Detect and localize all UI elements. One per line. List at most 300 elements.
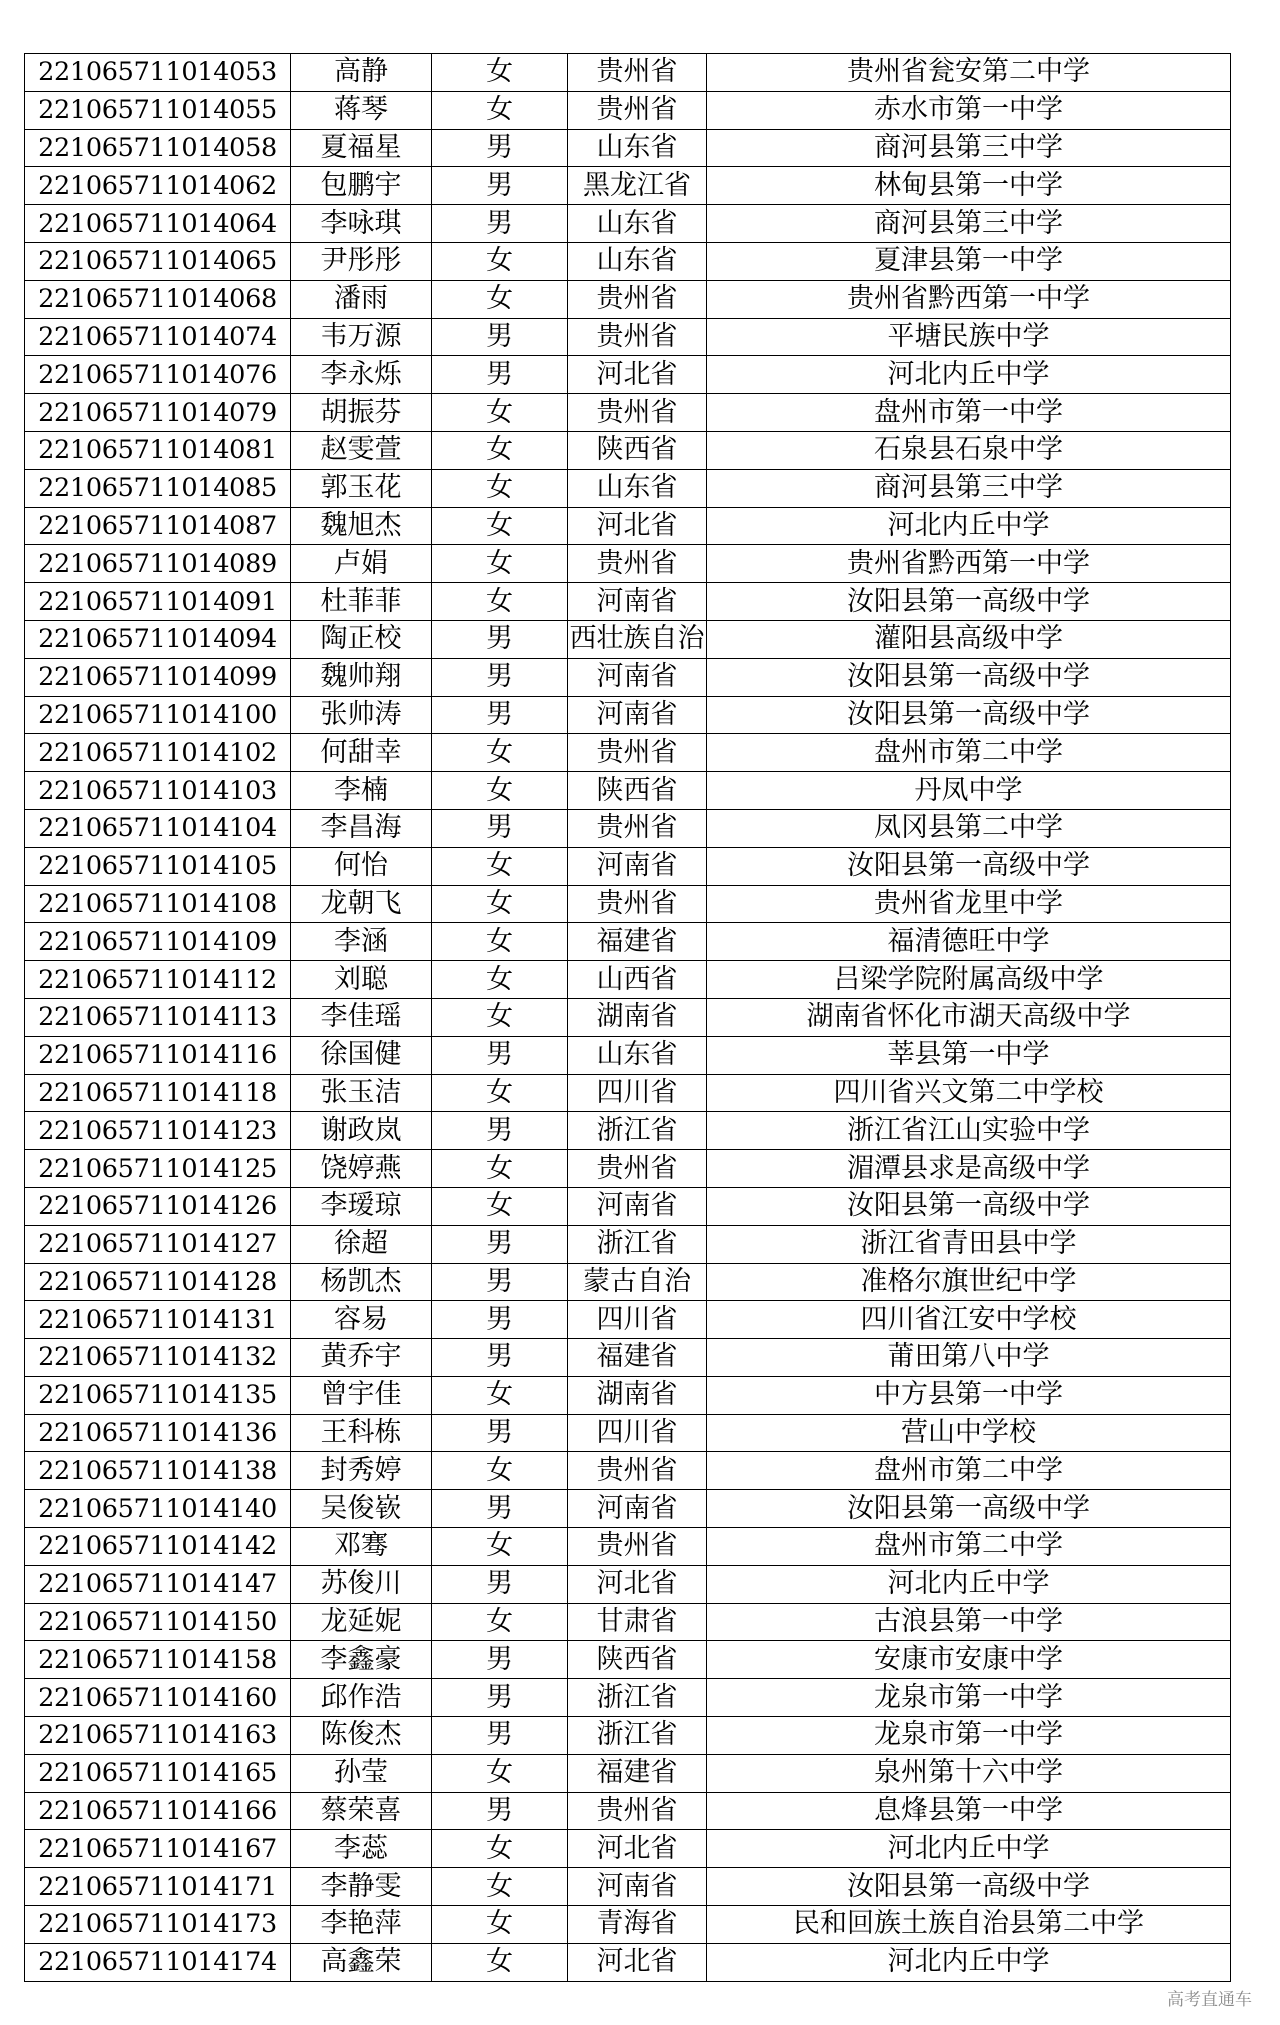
table-row	[25, 205, 1231, 243]
table-row	[25, 1263, 1231, 1301]
cell-gender: 女	[432, 1187, 568, 1225]
cell-gender: 男	[432, 1641, 568, 1679]
table-row	[25, 469, 1231, 507]
cell-province: 河南省	[568, 1490, 707, 1528]
cell-school: 夏津县第一中学	[707, 242, 1231, 280]
cell-id: 221065711014173	[25, 1906, 291, 1944]
cell-province: 浙江省	[568, 1112, 707, 1150]
cell-id: 221065711014058	[25, 129, 291, 167]
cell-gender: 女	[432, 91, 568, 129]
cell-name: 曾宇佳	[291, 1376, 432, 1414]
table-row	[25, 583, 1231, 621]
cell-province: 贵州省	[568, 734, 707, 772]
cell-name: 龙延妮	[291, 1603, 432, 1641]
cell-gender: 女	[432, 923, 568, 961]
cell-name: 李蕊	[291, 1830, 432, 1868]
cell-school: 古浪县第一中学	[707, 1603, 1231, 1641]
table-row	[25, 1452, 1231, 1490]
cell-province: 贵州省	[568, 809, 707, 847]
table-row	[25, 545, 1231, 583]
cell-id: 221065711014142	[25, 1528, 291, 1566]
cell-id: 221065711014127	[25, 1225, 291, 1263]
table-row	[25, 1906, 1231, 1944]
cell-id: 221065711014087	[25, 507, 291, 545]
cell-id: 221065711014132	[25, 1339, 291, 1377]
cell-province: 山东省	[568, 242, 707, 280]
table-row	[25, 1754, 1231, 1792]
cell-province: 河南省	[568, 696, 707, 734]
cell-school: 汝阳县第一高级中学	[707, 847, 1231, 885]
cell-name: 魏旭杰	[291, 507, 432, 545]
table-row	[25, 318, 1231, 356]
cell-gender: 男	[432, 205, 568, 243]
cell-province: 河北省	[568, 1565, 707, 1603]
cell-province: 河北省	[568, 1830, 707, 1868]
cell-id: 221065711014158	[25, 1641, 291, 1679]
cell-gender: 男	[432, 1301, 568, 1339]
cell-province: 湖南省	[568, 1376, 707, 1414]
cell-gender: 女	[432, 1830, 568, 1868]
cell-name: 李涵	[291, 923, 432, 961]
table-row	[25, 1150, 1231, 1188]
cell-school: 湄潭县求是高级中学	[707, 1150, 1231, 1188]
cell-name: 蒋琴	[291, 91, 432, 129]
cell-province: 贵州省	[568, 545, 707, 583]
cell-province: 河南省	[568, 658, 707, 696]
table-row	[25, 734, 1231, 772]
cell-province: 贵州省	[568, 318, 707, 356]
cell-school: 浙江省青田县中学	[707, 1225, 1231, 1263]
cell-school: 贵州省黔西第一中学	[707, 545, 1231, 583]
table-row	[25, 620, 1231, 658]
cell-school: 贵州省黔西第一中学	[707, 280, 1231, 318]
cell-name: 李佳瑶	[291, 998, 432, 1036]
cell-id: 221065711014118	[25, 1074, 291, 1112]
table-row	[25, 356, 1231, 394]
cell-school: 商河县第三中学	[707, 469, 1231, 507]
cell-id: 221065711014053	[25, 54, 291, 92]
cell-school: 河北内丘中学	[707, 507, 1231, 545]
cell-gender: 男	[432, 356, 568, 394]
cell-school: 中方县第一中学	[707, 1376, 1231, 1414]
cell-school: 营山中学校	[707, 1414, 1231, 1452]
cell-school: 盘州市第二中学	[707, 734, 1231, 772]
cell-id: 221065711014085	[25, 469, 291, 507]
cell-id: 221065711014089	[25, 545, 291, 583]
table-row	[25, 1603, 1231, 1641]
cell-id: 221065711014165	[25, 1754, 291, 1792]
cell-gender: 女	[432, 1868, 568, 1906]
cell-name: 李楠	[291, 772, 432, 810]
cell-province: 河南省	[568, 1187, 707, 1225]
table-row	[25, 280, 1231, 318]
cell-id: 221065711014116	[25, 1036, 291, 1074]
cell-school: 河北内丘中学	[707, 1943, 1231, 1981]
cell-school: 河北内丘中学	[707, 356, 1231, 394]
cell-id: 221065711014081	[25, 431, 291, 469]
cell-province: 浙江省	[568, 1717, 707, 1755]
cell-gender: 女	[432, 1150, 568, 1188]
cell-school: 泉州第十六中学	[707, 1754, 1231, 1792]
cell-school: 汝阳县第一高级中学	[707, 1868, 1231, 1906]
cell-school: 盘州市第二中学	[707, 1452, 1231, 1490]
cell-province: 浙江省	[568, 1679, 707, 1717]
cell-name: 李咏琪	[291, 205, 432, 243]
table-row	[25, 1868, 1231, 1906]
cell-name: 封秀婷	[291, 1452, 432, 1490]
cell-id: 221065711014125	[25, 1150, 291, 1188]
cell-id: 221065711014091	[25, 583, 291, 621]
cell-gender: 男	[432, 620, 568, 658]
cell-id: 221065711014166	[25, 1792, 291, 1830]
cell-id: 221065711014171	[25, 1868, 291, 1906]
cell-name: 何怡	[291, 847, 432, 885]
cell-gender: 女	[432, 242, 568, 280]
cell-gender: 男	[432, 1490, 568, 1528]
cell-province: 山东省	[568, 469, 707, 507]
cell-province: 河南省	[568, 1868, 707, 1906]
cell-school: 汝阳县第一高级中学	[707, 696, 1231, 734]
cell-gender: 女	[432, 847, 568, 885]
cell-name: 潘雨	[291, 280, 432, 318]
cell-id: 221065711014112	[25, 961, 291, 999]
cell-name: 何甜幸	[291, 734, 432, 772]
cell-province: 河北省	[568, 507, 707, 545]
cell-province: 山东省	[568, 205, 707, 243]
cell-province: 湖南省	[568, 998, 707, 1036]
cell-name: 胡振芬	[291, 394, 432, 432]
cell-name: 包鹏宇	[291, 167, 432, 205]
cell-school: 莘县第一中学	[707, 1036, 1231, 1074]
cell-province: 四川省	[568, 1074, 707, 1112]
cell-name: 魏帅翔	[291, 658, 432, 696]
table-row	[25, 507, 1231, 545]
table-row	[25, 431, 1231, 469]
cell-name: 吴俊嵚	[291, 1490, 432, 1528]
table-row	[25, 772, 1231, 810]
cell-gender: 男	[432, 1036, 568, 1074]
cell-school: 莆田第八中学	[707, 1339, 1231, 1377]
cell-id: 221065711014140	[25, 1490, 291, 1528]
table-row	[25, 1074, 1231, 1112]
cell-province: 贵州省	[568, 1452, 707, 1490]
cell-name: 黄乔宇	[291, 1339, 432, 1377]
cell-province: 贵州省	[568, 54, 707, 92]
cell-school: 灌阳县高级中学	[707, 620, 1231, 658]
cell-name: 高静	[291, 54, 432, 92]
cell-gender: 男	[432, 318, 568, 356]
cell-gender: 男	[432, 167, 568, 205]
cell-province: 青海省	[568, 1906, 707, 1944]
table-row	[25, 961, 1231, 999]
cell-gender: 女	[432, 545, 568, 583]
table-row	[25, 1528, 1231, 1566]
cell-gender: 女	[432, 1603, 568, 1641]
cell-name: 夏福星	[291, 129, 432, 167]
cell-gender: 男	[432, 1792, 568, 1830]
cell-name: 李昌海	[291, 809, 432, 847]
cell-school: 汝阳县第一高级中学	[707, 1490, 1231, 1528]
cell-school: 河北内丘中学	[707, 1830, 1231, 1868]
cell-province: 贵州省	[568, 91, 707, 129]
cell-id: 221065711014160	[25, 1679, 291, 1717]
cell-gender: 男	[432, 1263, 568, 1301]
cell-id: 221065711014138	[25, 1452, 291, 1490]
cell-id: 221065711014131	[25, 1301, 291, 1339]
cell-id: 221065711014109	[25, 923, 291, 961]
cell-gender: 女	[432, 583, 568, 621]
cell-name: 龙朝飞	[291, 885, 432, 923]
cell-id: 221065711014128	[25, 1263, 291, 1301]
table-row	[25, 1187, 1231, 1225]
cell-id: 221065711014079	[25, 394, 291, 432]
cell-id: 221065711014065	[25, 242, 291, 280]
cell-province: 贵州省	[568, 1150, 707, 1188]
cell-name: 卢娟	[291, 545, 432, 583]
cell-school: 商河县第三中学	[707, 205, 1231, 243]
cell-gender: 男	[432, 1112, 568, 1150]
cell-name: 高鑫荣	[291, 1943, 432, 1981]
cell-id: 221065711014108	[25, 885, 291, 923]
cell-school: 息烽县第一中学	[707, 1792, 1231, 1830]
cell-name: 蔡荣喜	[291, 1792, 432, 1830]
cell-gender: 女	[432, 1528, 568, 1566]
cell-id: 221065711014147	[25, 1565, 291, 1603]
cell-name: 李永烁	[291, 356, 432, 394]
cell-gender: 男	[432, 129, 568, 167]
cell-gender: 女	[432, 1754, 568, 1792]
table-row	[25, 1717, 1231, 1755]
cell-gender: 女	[432, 885, 568, 923]
table-row	[25, 1414, 1231, 1452]
cell-school: 贵州省龙里中学	[707, 885, 1231, 923]
table-row	[25, 1679, 1231, 1717]
cell-province: 贵州省	[568, 394, 707, 432]
cell-province: 黑龙江省	[568, 167, 707, 205]
cell-gender: 男	[432, 658, 568, 696]
cell-gender: 男	[432, 1565, 568, 1603]
table-row	[25, 1490, 1231, 1528]
cell-name: 孙莹	[291, 1754, 432, 1792]
cell-school: 赤水市第一中学	[707, 91, 1231, 129]
cell-province: 甘肃省	[568, 1603, 707, 1641]
cell-school: 凤冈县第二中学	[707, 809, 1231, 847]
cell-gender: 女	[432, 961, 568, 999]
cell-gender: 女	[432, 1943, 568, 1981]
cell-id: 221065711014076	[25, 356, 291, 394]
cell-province: 山东省	[568, 129, 707, 167]
cell-name: 容易	[291, 1301, 432, 1339]
cell-school: 盘州市第二中学	[707, 1528, 1231, 1566]
cell-name: 杨凯杰	[291, 1263, 432, 1301]
cell-id: 221065711014113	[25, 998, 291, 1036]
cell-school: 四川省兴文第二中学校	[707, 1074, 1231, 1112]
cell-name: 尹彤彤	[291, 242, 432, 280]
cell-province: 福建省	[568, 1754, 707, 1792]
cell-gender: 男	[432, 1717, 568, 1755]
table-row	[25, 394, 1231, 432]
table-row	[25, 1792, 1231, 1830]
cell-gender: 女	[432, 431, 568, 469]
cell-name: 张帅涛	[291, 696, 432, 734]
cell-province: 陕西省	[568, 772, 707, 810]
cell-gender: 女	[432, 772, 568, 810]
cell-id: 221065711014163	[25, 1717, 291, 1755]
cell-name: 刘聪	[291, 961, 432, 999]
cell-province: 贵州省	[568, 280, 707, 318]
cell-gender: 女	[432, 394, 568, 432]
table-row	[25, 847, 1231, 885]
cell-gender: 女	[432, 1074, 568, 1112]
cell-name: 徐超	[291, 1225, 432, 1263]
cell-school: 河北内丘中学	[707, 1565, 1231, 1603]
cell-id: 221065711014105	[25, 847, 291, 885]
table-row	[25, 809, 1231, 847]
cell-school: 安康市安康中学	[707, 1641, 1231, 1679]
cell-province: 贵州省	[568, 1528, 707, 1566]
cell-province: 山东省	[568, 1036, 707, 1074]
cell-name: 赵雯萱	[291, 431, 432, 469]
cell-name: 苏俊川	[291, 1565, 432, 1603]
cell-province: 浙江省	[568, 1225, 707, 1263]
cell-id: 221065711014074	[25, 318, 291, 356]
cell-school: 龙泉市第一中学	[707, 1679, 1231, 1717]
table-row	[25, 1112, 1231, 1150]
cell-name: 李瑷琼	[291, 1187, 432, 1225]
table-row	[25, 1339, 1231, 1377]
cell-id: 221065711014150	[25, 1603, 291, 1641]
cell-province: 河北省	[568, 356, 707, 394]
cell-province: 福建省	[568, 1339, 707, 1377]
cell-id: 221065711014103	[25, 772, 291, 810]
cell-id: 221065711014104	[25, 809, 291, 847]
cell-province: 河北省	[568, 1943, 707, 1981]
cell-school: 石泉县石泉中学	[707, 431, 1231, 469]
cell-school: 准格尔旗世纪中学	[707, 1263, 1231, 1301]
cell-id: 221065711014126	[25, 1187, 291, 1225]
table-row	[25, 1376, 1231, 1414]
cell-school: 浙江省江山实验中学	[707, 1112, 1231, 1150]
cell-school: 福清德旺中学	[707, 923, 1231, 961]
cell-school: 民和回族土族自治县第二中学	[707, 1906, 1231, 1944]
cell-gender: 男	[432, 1414, 568, 1452]
cell-school: 龙泉市第一中学	[707, 1717, 1231, 1755]
table-row	[25, 242, 1231, 280]
cell-school: 汝阳县第一高级中学	[707, 1187, 1231, 1225]
cell-school: 盘州市第一中学	[707, 394, 1231, 432]
table-row	[25, 1830, 1231, 1868]
cell-gender: 女	[432, 734, 568, 772]
cell-gender: 女	[432, 54, 568, 92]
cell-province: 福建省	[568, 923, 707, 961]
cell-province: 四川省	[568, 1301, 707, 1339]
cell-name: 邱作浩	[291, 1679, 432, 1717]
cell-id: 221065711014094	[25, 620, 291, 658]
cell-gender: 女	[432, 507, 568, 545]
cell-name: 饶婷燕	[291, 1150, 432, 1188]
table-row	[25, 1641, 1231, 1679]
cell-name: 李鑫豪	[291, 1641, 432, 1679]
cell-id: 221065711014099	[25, 658, 291, 696]
cell-province: 河南省	[568, 847, 707, 885]
cell-province: 四川省	[568, 1414, 707, 1452]
cell-name: 李艳萍	[291, 1906, 432, 1944]
table-row	[25, 54, 1231, 92]
cell-province: 山西省	[568, 961, 707, 999]
cell-name: 邓骞	[291, 1528, 432, 1566]
table-row	[25, 167, 1231, 205]
table-row	[25, 1036, 1231, 1074]
cell-id: 221065711014123	[25, 1112, 291, 1150]
cell-gender: 女	[432, 998, 568, 1036]
cell-name: 杜菲菲	[291, 583, 432, 621]
cell-province: 河南省	[568, 583, 707, 621]
cell-school: 平塘民族中学	[707, 318, 1231, 356]
table-row	[25, 998, 1231, 1036]
cell-gender: 女	[432, 280, 568, 318]
cell-gender: 女	[432, 469, 568, 507]
cell-id: 221065711014064	[25, 205, 291, 243]
cell-gender: 男	[432, 1679, 568, 1717]
table-row	[25, 1943, 1231, 1981]
cell-id: 221065711014055	[25, 91, 291, 129]
cell-school: 吕梁学院附属高级中学	[707, 961, 1231, 999]
cell-province: 陕西省	[568, 431, 707, 469]
cell-gender: 男	[432, 696, 568, 734]
table-row	[25, 696, 1231, 734]
cell-id: 221065711014135	[25, 1376, 291, 1414]
table-row	[25, 1565, 1231, 1603]
cell-province: 贵州省	[568, 1792, 707, 1830]
cell-school: 丹凤中学	[707, 772, 1231, 810]
cell-school: 汝阳县第一高级中学	[707, 658, 1231, 696]
cell-school: 湖南省怀化市湖天高级中学	[707, 998, 1231, 1036]
cell-name: 陶正校	[291, 620, 432, 658]
table-row	[25, 91, 1231, 129]
cell-school: 四川省江安中学校	[707, 1301, 1231, 1339]
cell-id: 221065711014136	[25, 1414, 291, 1452]
cell-id: 221065711014068	[25, 280, 291, 318]
cell-id: 221065711014174	[25, 1943, 291, 1981]
cell-name: 张玉洁	[291, 1074, 432, 1112]
table-row	[25, 658, 1231, 696]
cell-name: 郭玉花	[291, 469, 432, 507]
cell-name: 李静雯	[291, 1868, 432, 1906]
cell-province: 陕西省	[568, 1641, 707, 1679]
cell-school: 林甸县第一中学	[707, 167, 1231, 205]
cell-name: 韦万源	[291, 318, 432, 356]
cell-school: 贵州省瓮安第二中学	[707, 54, 1231, 92]
table-row	[25, 1225, 1231, 1263]
cell-id: 221065711014167	[25, 1830, 291, 1868]
cell-gender: 女	[432, 1452, 568, 1490]
cell-gender: 男	[432, 1225, 568, 1263]
cell-name: 陈俊杰	[291, 1717, 432, 1755]
table-row	[25, 885, 1231, 923]
cell-gender: 女	[432, 1376, 568, 1414]
cell-gender: 男	[432, 1339, 568, 1377]
cell-province: 贵州省	[568, 885, 707, 923]
cell-province: 蒙古自治	[568, 1263, 707, 1301]
cell-name: 徐国健	[291, 1036, 432, 1074]
roster-body	[25, 54, 1231, 1982]
cell-name: 王科栋	[291, 1414, 432, 1452]
table-row	[25, 129, 1231, 167]
cell-school: 汝阳县第一高级中学	[707, 583, 1231, 621]
watermark-text: 高考直通车	[1167, 1990, 1252, 2010]
cell-gender: 女	[432, 1906, 568, 1944]
student-roster-table	[24, 53, 1231, 1982]
